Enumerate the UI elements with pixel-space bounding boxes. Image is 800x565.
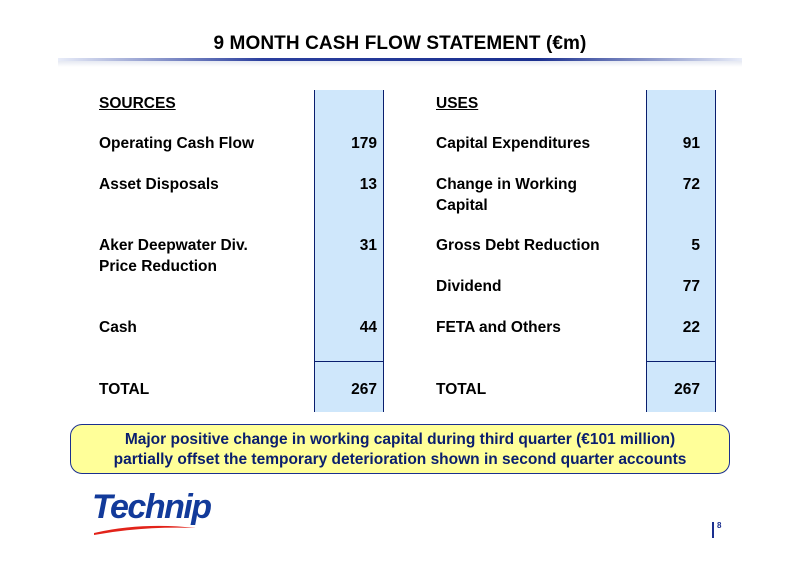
sources-row-value: 44 [359, 319, 377, 336]
uses-row-value: 22 [682, 319, 700, 336]
uses-total-value: 267 [674, 381, 700, 398]
logo-wordmark: Technip [92, 488, 211, 526]
sources-total-value: 267 [351, 381, 377, 398]
uses-row-value: 77 [682, 278, 700, 295]
sources-row-value: 31 [359, 237, 377, 254]
sources-total-label: TOTAL [99, 381, 150, 398]
uses-row-label: FETA and Others [436, 319, 561, 336]
sources-row-label: Asset Disposals [99, 176, 219, 193]
page-number: 8 [717, 521, 722, 530]
callout-line-1: Major positive change in working capital during third quarter (€101 million) [124, 431, 676, 448]
uses-row-label-line1: Change in Working [436, 176, 577, 193]
slide-title: 9 MONTH CASH FLOW STATEMENT (€m) [213, 33, 587, 54]
logo-swoosh-icon [92, 524, 200, 536]
title-rule-shadow [58, 61, 742, 67]
uses-row-label: Gross Debt Reduction [436, 237, 600, 254]
page-number-bar [712, 522, 714, 538]
sources-row-label-line1: Aker Deepwater Div. [99, 237, 248, 254]
uses-total-label: TOTAL [436, 381, 487, 398]
sources-header: SOURCES [99, 95, 176, 112]
sources-row-label: Operating Cash Flow [99, 135, 255, 152]
uses-row-label: Capital Expenditures [436, 135, 591, 152]
sources-total-separator [314, 361, 384, 362]
uses-row-label-line2: Capital [436, 197, 488, 214]
uses-header: USES [436, 95, 479, 112]
technip-logo [92, 488, 211, 538]
sources-row-label-line2: Price Reduction [99, 258, 217, 275]
uses-row-value: 72 [682, 176, 700, 193]
uses-total-separator [646, 361, 716, 362]
sources-row-label: Cash [99, 319, 137, 336]
callout-box [70, 424, 730, 474]
sources-row-value: 13 [359, 176, 377, 193]
callout-line-2: partially offset the temporary deterioration shown in second quarter accounts [113, 451, 687, 468]
uses-row-value: 5 [691, 237, 700, 254]
uses-row-label: Dividend [436, 278, 502, 295]
uses-row-value: 91 [682, 135, 700, 152]
sources-row-value: 179 [351, 135, 377, 152]
